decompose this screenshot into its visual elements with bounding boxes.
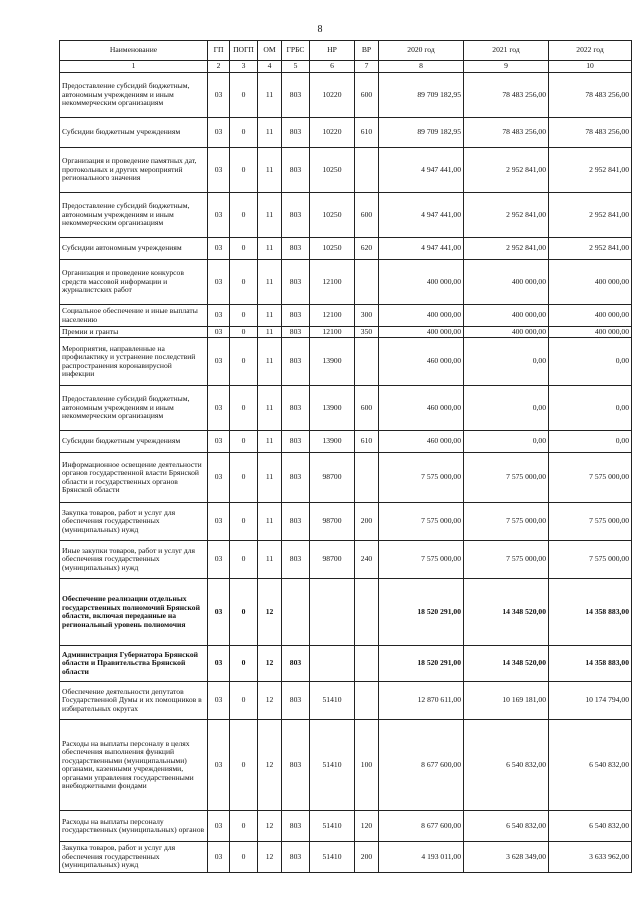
cell-nr: 10250 [310,238,355,260]
cell-vr: 350 [355,327,379,338]
cell-2020: 400 000,00 [379,260,464,305]
cell-gp: 03 [208,720,230,811]
cell-2021: 14 348 520,00 [464,646,549,682]
cell-2021: 400 000,00 [464,305,549,327]
table-row [60,305,632,327]
cell-vr: 610 [355,118,379,148]
cell-vr: 600 [355,193,379,238]
cell-2020: 460 000,00 [379,338,464,386]
cell-2021: 78 483 256,00 [464,118,549,148]
cell-vr [355,579,379,646]
table-row [60,842,632,873]
cell-nr: 51410 [310,842,355,873]
cell-grbs: 803 [282,118,310,148]
cell-2021: 7 575 000,00 [464,503,549,541]
cell-gp: 03 [208,579,230,646]
cell-grbs: 803 [282,541,310,579]
cell-2020: 400 000,00 [379,305,464,327]
table-body [60,73,632,873]
table-row [60,73,632,118]
cell-nr: 12100 [310,305,355,327]
cell-2020: 460 000,00 [379,386,464,431]
header-cell: ПОГП [230,41,258,61]
cell-2022: 6 540 832,00 [549,811,632,842]
column-number: 8 [379,61,464,73]
cell-om: 11 [258,503,282,541]
cell-2022: 400 000,00 [549,260,632,305]
cell-gp: 03 [208,431,230,453]
header-cell: ОМ [258,41,282,61]
cell-om: 11 [258,327,282,338]
cell-2020: 7 575 000,00 [379,503,464,541]
cell-grbs: 803 [282,811,310,842]
cell-2022: 7 575 000,00 [549,541,632,579]
cell-nr: 98700 [310,503,355,541]
cell-2022: 0,00 [549,386,632,431]
row-name: Информационное освещение деятельности органов государственной власти Брянской области и государственных органов Брянской области [60,453,208,503]
cell-pogp: 0 [230,238,258,260]
cell-gp: 03 [208,73,230,118]
cell-2020: 4 947 441,00 [379,193,464,238]
cell-grbs: 803 [282,386,310,431]
cell-2020: 12 870 611,00 [379,682,464,720]
row-name: Субсидии бюджетным учреждениям [60,431,208,453]
cell-2020: 8 677 600,00 [379,811,464,842]
cell-nr: 12100 [310,260,355,305]
cell-gp: 03 [208,386,230,431]
cell-gp: 03 [208,842,230,873]
cell-om: 12 [258,811,282,842]
cell-2021: 0,00 [464,431,549,453]
cell-gp: 03 [208,327,230,338]
cell-2021: 78 483 256,00 [464,73,549,118]
row-name: Обеспечение деятельности депутатов Государственной Думы и их помощников в избирательных округах [60,682,208,720]
cell-gp: 03 [208,305,230,327]
row-name: Администрация Губернатора Брянской области и Правительства Брянской области [60,646,208,682]
row-name: Расходы на выплаты персоналу государственных (муниципальных) органов [60,811,208,842]
cell-om: 12 [258,646,282,682]
cell-pogp: 0 [230,73,258,118]
cell-nr: 51410 [310,720,355,811]
cell-pogp: 0 [230,338,258,386]
cell-vr: 200 [355,503,379,541]
cell-2022: 400 000,00 [549,327,632,338]
cell-grbs: 803 [282,720,310,811]
row-name: Субсидии автономным учреждениям [60,238,208,260]
cell-2020: 89 709 182,95 [379,118,464,148]
table-row [60,431,632,453]
cell-grbs: 803 [282,327,310,338]
table-row [60,720,632,811]
cell-gp: 03 [208,193,230,238]
cell-grbs: 803 [282,73,310,118]
row-name: Предоставление субсидий бюджетным, автономным учреждениям и иным некоммерческим организациям [60,73,208,118]
cell-om: 11 [258,541,282,579]
cell-pogp: 0 [230,503,258,541]
cell-om: 11 [258,386,282,431]
cell-om: 11 [258,193,282,238]
budget-table [59,40,632,873]
cell-2021: 6 540 832,00 [464,720,549,811]
cell-gp: 03 [208,338,230,386]
cell-2020: 400 000,00 [379,327,464,338]
cell-2022: 14 358 883,00 [549,646,632,682]
cell-pogp: 0 [230,327,258,338]
cell-nr: 10220 [310,73,355,118]
cell-2020: 18 520 291,00 [379,579,464,646]
cell-gp: 03 [208,238,230,260]
table-row [60,503,632,541]
cell-vr: 610 [355,431,379,453]
cell-pogp: 0 [230,305,258,327]
cell-2020: 89 709 182,95 [379,73,464,118]
cell-2022: 400 000,00 [549,305,632,327]
table-row [60,682,632,720]
column-number: 2 [208,61,230,73]
header-cell: 2020 год [379,41,464,61]
cell-om: 12 [258,682,282,720]
cell-nr: 10250 [310,148,355,193]
cell-vr: 240 [355,541,379,579]
cell-2022: 78 483 256,00 [549,118,632,148]
column-number: 4 [258,61,282,73]
cell-gp: 03 [208,646,230,682]
cell-om: 11 [258,238,282,260]
row-name: Субсидии бюджетным учреждениям [60,118,208,148]
cell-om: 12 [258,842,282,873]
cell-pogp: 0 [230,193,258,238]
cell-om: 11 [258,338,282,386]
table-row [60,148,632,193]
cell-2022: 7 575 000,00 [549,503,632,541]
cell-2020: 18 520 291,00 [379,646,464,682]
cell-2022: 14 358 883,00 [549,579,632,646]
table-row [60,453,632,503]
cell-vr: 300 [355,305,379,327]
row-name: Социальное обеспечение и иные выплаты населению [60,305,208,327]
cell-gp: 03 [208,503,230,541]
cell-grbs: 803 [282,238,310,260]
cell-2022: 10 174 794,00 [549,682,632,720]
cell-2020: 4 947 441,00 [379,148,464,193]
cell-2020: 7 575 000,00 [379,541,464,579]
cell-vr: 120 [355,811,379,842]
column-number: 5 [282,61,310,73]
header-cell: Наименование [60,41,208,61]
cell-nr: 10250 [310,193,355,238]
cell-grbs: 803 [282,338,310,386]
column-number: 7 [355,61,379,73]
cell-2022: 2 952 841,00 [549,238,632,260]
cell-2020: 7 575 000,00 [379,453,464,503]
cell-vr: 620 [355,238,379,260]
table-row [60,327,632,338]
cell-2021: 400 000,00 [464,260,549,305]
cell-nr: 51410 [310,811,355,842]
header-cell: ВР [355,41,379,61]
header-cell: 2021 год [464,41,549,61]
cell-pogp: 0 [230,148,258,193]
cell-2020: 4 193 011,00 [379,842,464,873]
cell-grbs: 803 [282,193,310,238]
cell-vr: 600 [355,73,379,118]
table-row [60,386,632,431]
cell-gp: 03 [208,811,230,842]
header-cell: НР [310,41,355,61]
cell-grbs [282,579,310,646]
table-row [60,811,632,842]
cell-2022: 78 483 256,00 [549,73,632,118]
cell-om: 11 [258,453,282,503]
cell-2022: 2 952 841,00 [549,148,632,193]
cell-vr: 100 [355,720,379,811]
cell-gp: 03 [208,453,230,503]
cell-nr [310,646,355,682]
cell-vr [355,646,379,682]
cell-2022: 7 575 000,00 [549,453,632,503]
cell-2020: 8 677 600,00 [379,720,464,811]
cell-2022: 0,00 [549,338,632,386]
column-number: 10 [549,61,632,73]
cell-2021: 7 575 000,00 [464,541,549,579]
cell-grbs: 803 [282,682,310,720]
row-name: Организация и проведение памятных дат, протокольных и других мероприятий регионального значения [60,148,208,193]
cell-nr: 51410 [310,682,355,720]
row-name: Обеспечение реализации отдельных государственных полномочий Брянской области, включая переданные на региональный уровень полномочия [60,579,208,646]
table-row [60,260,632,305]
cell-pogp: 0 [230,682,258,720]
cell-2022: 2 952 841,00 [549,193,632,238]
table-row [60,579,632,646]
cell-pogp: 0 [230,118,258,148]
cell-om: 12 [258,579,282,646]
cell-vr: 200 [355,842,379,873]
cell-vr: 600 [355,386,379,431]
row-name: Предоставление субсидий бюджетным, автономным учреждениям и иным некоммерческим организациям [60,193,208,238]
column-number: 3 [230,61,258,73]
cell-om: 11 [258,148,282,193]
cell-grbs: 803 [282,646,310,682]
cell-nr: 98700 [310,453,355,503]
row-name: Организация и проведение конкурсов средств массовой информации и журналистских работ [60,260,208,305]
cell-grbs: 803 [282,503,310,541]
cell-2021: 3 628 349,00 [464,842,549,873]
table-row [60,646,632,682]
cell-om: 11 [258,73,282,118]
cell-2021: 2 952 841,00 [464,148,549,193]
cell-om: 11 [258,305,282,327]
column-number: 9 [464,61,549,73]
table-row [60,238,632,260]
cell-nr [310,579,355,646]
cell-pogp: 0 [230,431,258,453]
header-cell: ГРБС [282,41,310,61]
cell-om: 12 [258,720,282,811]
row-name: Закупка товаров, работ и услуг для обеспечения государственных (муниципальных) нужд [60,842,208,873]
cell-pogp: 0 [230,842,258,873]
column-number: 1 [60,61,208,73]
cell-2021: 0,00 [464,386,549,431]
cell-vr [355,682,379,720]
cell-gp: 03 [208,260,230,305]
cell-gp: 03 [208,541,230,579]
table-row [60,193,632,238]
cell-2021: 14 348 520,00 [464,579,549,646]
cell-vr [355,338,379,386]
cell-pogp: 0 [230,386,258,431]
cell-nr: 13900 [310,338,355,386]
cell-pogp: 0 [230,260,258,305]
cell-pogp: 0 [230,541,258,579]
cell-gp: 03 [208,682,230,720]
table-row [60,541,632,579]
cell-2021: 10 169 181,00 [464,682,549,720]
cell-pogp: 0 [230,720,258,811]
cell-2022: 0,00 [549,431,632,453]
cell-nr: 98700 [310,541,355,579]
table-row [60,118,632,148]
row-name: Закупка товаров, работ и услуг для обеспечения государственных (муниципальных) нужд [60,503,208,541]
cell-pogp: 0 [230,646,258,682]
cell-2021: 2 952 841,00 [464,193,549,238]
row-name: Иные закупки товаров, работ и услуг для обеспечения государственных (муниципальных) нужд [60,541,208,579]
cell-grbs: 803 [282,260,310,305]
cell-nr: 12100 [310,327,355,338]
cell-vr [355,148,379,193]
cell-2020: 460 000,00 [379,431,464,453]
cell-grbs: 803 [282,431,310,453]
cell-om: 11 [258,431,282,453]
cell-grbs: 803 [282,453,310,503]
cell-2020: 4 947 441,00 [379,238,464,260]
header-row [60,41,632,61]
cell-vr [355,260,379,305]
row-name: Предоставление субсидий бюджетным, автономным учреждениям и иным некоммерческим организациям [60,386,208,431]
row-name: Мероприятия, направленные на профилактику и устранение последствий распространения коронавирусной инфекции [60,338,208,386]
cell-2021: 7 575 000,00 [464,453,549,503]
cell-om: 11 [258,118,282,148]
cell-nr: 13900 [310,431,355,453]
cell-2021: 2 952 841,00 [464,238,549,260]
cell-2021: 0,00 [464,338,549,386]
cell-2022: 6 540 832,00 [549,720,632,811]
column-number-row [60,61,632,73]
row-name: Расходы на выплаты персоналу в целях обеспечения выполнения функций государственными (муниципальными) органами, казенными учреждениями, органами управления государственными внебюджетными фондами [60,720,208,811]
cell-nr: 10220 [310,118,355,148]
cell-grbs: 803 [282,148,310,193]
header-cell: ГП [208,41,230,61]
page-number: 8 [317,24,323,35]
cell-grbs: 803 [282,305,310,327]
column-number: 6 [310,61,355,73]
cell-gp: 03 [208,118,230,148]
header-cell: 2022 год [549,41,632,61]
cell-om: 11 [258,260,282,305]
cell-2021: 6 540 832,00 [464,811,549,842]
cell-vr [355,453,379,503]
cell-gp: 03 [208,148,230,193]
cell-pogp: 0 [230,579,258,646]
row-name: Премии и гранты [60,327,208,338]
cell-grbs: 803 [282,842,310,873]
cell-2021: 400 000,00 [464,327,549,338]
cell-nr: 13900 [310,386,355,431]
cell-pogp: 0 [230,811,258,842]
cell-2022: 3 633 962,00 [549,842,632,873]
table-row [60,338,632,386]
cell-pogp: 0 [230,453,258,503]
